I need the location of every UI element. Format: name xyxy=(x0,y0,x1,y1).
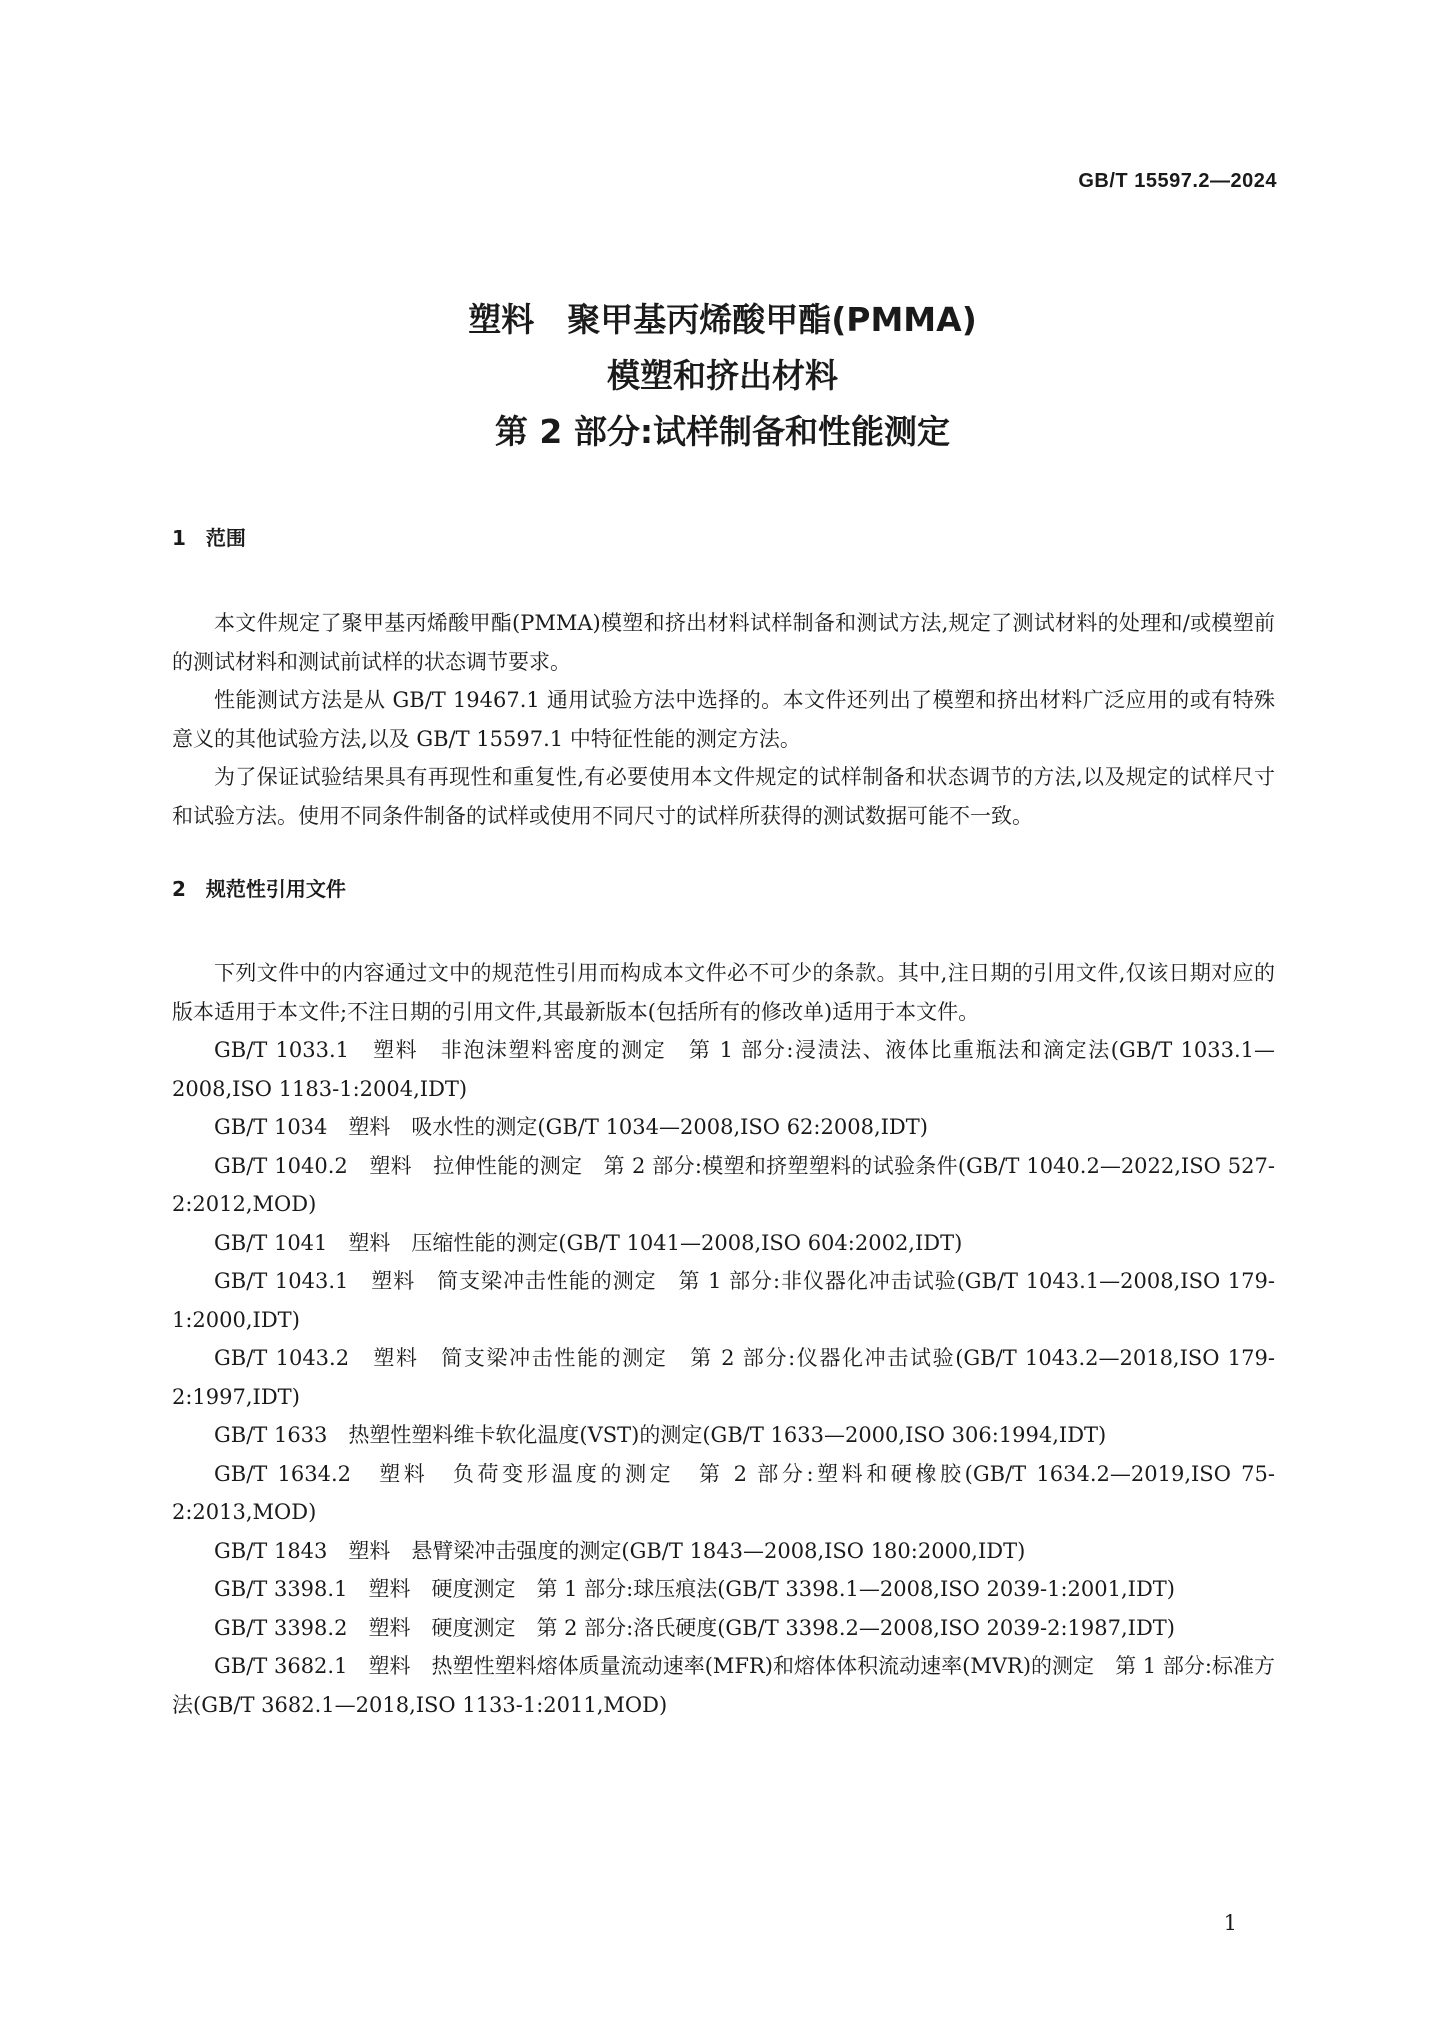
reference-item: GB/T 1043.1 塑料 简支梁冲击性能的测定 第 1 部分:非仪器化冲击试验(GB/T 1043.1—2008,ISO 179-1:2000,IDT) xyxy=(172,1269,1275,1332)
scope-paragraph: 为了保证试验结果具有再现性和重复性,有必要使用本文件规定的试样制备和状态调节的方法,以及规定的试样尺寸和试验方法。使用不同条件制备的试样或使用不同尺寸的试样所获得的测试数据可能不一致。 xyxy=(172,765,1275,828)
title-line-3: 第 2 部分:试样制备和性能测定 xyxy=(494,412,951,451)
document-body xyxy=(172,520,1275,1724)
section-heading-normative-references: 2 规范性引用文件 xyxy=(172,877,346,901)
standard-number: GB/T 15597.2—2024 xyxy=(1078,170,1277,192)
scope-paragraph: 本文件规定了聚甲基丙烯酸甲酯(PMMA)模塑和挤出材料试样制备和测试方法,规定了测试材料的处理和/或模塑前的测试材料和测试前试样的状态调节要求。 xyxy=(172,611,1275,674)
reference-item: GB/T 3398.2 塑料 硬度测定 第 2 部分:洛氏硬度(GB/T 3398.2—2008,ISO 2039-2:1987,IDT) xyxy=(214,1615,1175,1640)
reference-item: GB/T 1040.2 塑料 拉伸性能的测定 第 2 部分:模塑和挤塑塑料的试验条件(GB/T 1040.2—2022,ISO 527-2:2012,MOD) xyxy=(172,1153,1275,1216)
reference-item: GB/T 1033.1 塑料 非泡沫塑料密度的测定 第 1 部分:浸渍法、液体比重瓶法和滴定法(GB/T 1033.1—2008,ISO 1183-1:2004,IDT) xyxy=(172,1038,1275,1101)
title-line-1: 塑料 聚甲基丙烯酸甲酯(PMMA) xyxy=(468,300,977,339)
scope-paragraph: 性能测试方法是从 GB/T 19467.1 通用试验方法中选择的。本文件还列出了模塑和挤出材料广泛应用的或有特殊意义的其他试验方法,以及 GB/T 15597.1 中特征性能的测定方法。 xyxy=(172,688,1275,751)
reference-item: GB/T 3398.1 塑料 硬度测定 第 1 部分:球压痕法(GB/T 3398.1—2008,ISO 2039-1:2001,IDT) xyxy=(214,1577,1175,1601)
references-intro-paragraph: 下列文件中的内容通过文中的规范性引用而构成本文件必不可少的条款。其中,注日期的引用文件,仅该日期对应的版本适用于本文件;不注日期的引用文件,其最新版本(包括所有的修改单)适用于本文件。 xyxy=(172,961,1275,1024)
title-line-2: 模塑和挤出材料 xyxy=(607,356,838,395)
reference-item: GB/T 1043.2 塑料 简支梁冲击性能的测定 第 2 部分:仪器化冲击试验(GB/T 1043.2—2018,ISO 179-2:1997,IDT) xyxy=(172,1346,1275,1409)
page-number: 1 xyxy=(1223,1911,1237,1935)
reference-item: GB/T 3682.1 塑料 热塑性塑料熔体质量流动速率(MFR)和熔体体积流动速率(MVR)的测定 第 1 部分:标准方法(GB/T 3682.1—2018,ISO 1133-1:2011,MOD) xyxy=(172,1654,1275,1717)
reference-item: GB/T 1034 塑料 吸水性的测定(GB/T 1034—2008,ISO 62:2008,IDT) xyxy=(214,1115,928,1139)
reference-item: GB/T 1041 塑料 压缩性能的测定(GB/T 1041—2008,ISO 604:2002,IDT) xyxy=(214,1230,963,1255)
section-heading-scope: 1 范围 xyxy=(172,526,246,550)
reference-item: GB/T 1843 塑料 悬臂梁冲击强度的测定(GB/T 1843—2008,ISO 180:2000,IDT) xyxy=(214,1538,1026,1563)
document-title xyxy=(0,292,1445,460)
reference-item: GB/T 1634.2 塑料 负荷变形温度的测定 第 2 部分:塑料和硬橡胶(GB/T 1634.2—2019,ISO 75-2:2013,MOD) xyxy=(172,1461,1275,1524)
reference-item: GB/T 1633 热塑性塑料维卡软化温度(VST)的测定(GB/T 1633—2000,ISO 306:1994,IDT) xyxy=(214,1423,1107,1447)
